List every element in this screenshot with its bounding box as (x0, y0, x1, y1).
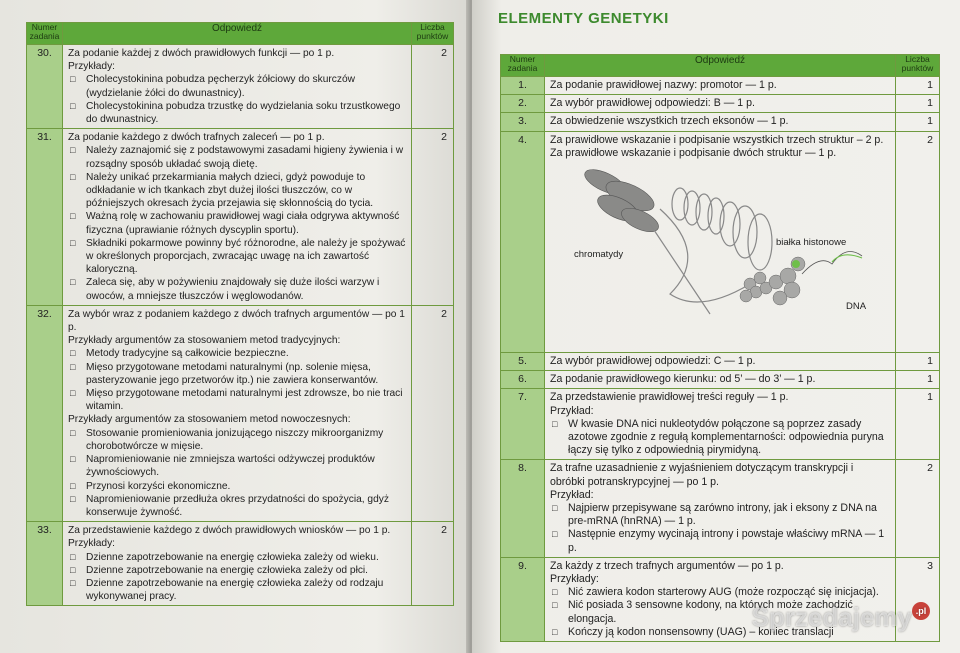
answer-cell (545, 131, 896, 352)
answer-cell (63, 305, 412, 521)
table-row (27, 305, 454, 521)
header-answer: Odpowiedź (545, 55, 896, 77)
points-cell: 2 (412, 129, 454, 306)
table-row (501, 460, 940, 557)
table-row (501, 131, 940, 352)
answer-bullet: □ Należy zaznajomić się z podstawowymi zasadami higieny żywienia i w rozsądny sposób układać swoją dietę. (68, 144, 406, 170)
answer-line: Przykłady: (68, 538, 115, 550)
points-cell: 1 (896, 95, 940, 113)
label-histones: białka histonowe (776, 237, 847, 249)
header-number: Numer zadania (501, 55, 545, 77)
left-answer-table (26, 22, 454, 606)
answer-cell (63, 45, 412, 129)
answer-bullet: □ Składniki pokarmowe powinny być różnorodne, ale należy je spożywać w określonych proporcjach, zwracając uwagę na ich zawartość kaloryczną. (68, 237, 406, 277)
table-header (27, 23, 454, 45)
answer-line: Przykład: (550, 488, 594, 501)
answer-bullet: □ Dzienne zapotrzebowanie na energię człowieka zależy od rodzaju wykonywanej pracy. (68, 577, 406, 603)
answer-line: Za podanie prawidłowego kierunku: od 5’ — do 3’ — 1 p. (550, 373, 816, 386)
table-row (501, 95, 940, 113)
answer-line: Przykład: (550, 404, 594, 417)
header-number: Numer zadania (27, 23, 63, 45)
answer-line: Za przedstawienie każdego z dwóch prawidłowych wniosków — po 1 p. (68, 525, 391, 537)
task-number: 9. (501, 557, 545, 641)
watermark-badge: .pl (912, 602, 930, 620)
answer-line: Przykłady: (550, 573, 599, 586)
answer-line: Za każdy z trzech trafnych argumentów — po 1 p. (550, 559, 784, 572)
task-number: 4. (501, 131, 545, 352)
points-cell: 3 (896, 557, 940, 641)
task-number: 6. (501, 371, 545, 389)
answer-bullet: □ Dzienne zapotrzebowanie na energię człowieka zależy od wieku. (68, 551, 406, 564)
answer-cell (545, 95, 896, 113)
answer-bullet: □ W kwasie DNA nici nukleotydów połączone są poprzez zasady azotowe zgodnie z regułą komplementarności: odpowiednia puryna łączy się tylko z odpowiednią pirymidyną. (550, 418, 890, 458)
answer-bullet: □ Przynosi korzyści ekonomiczne. (68, 480, 406, 493)
answer-bullet: □ Napromieniowanie przedłuża okres przydatności do spożycia, gdyż konserwuje żywność. (68, 493, 406, 519)
table-row (27, 522, 454, 606)
answer-bullet: □ Nić posiada 3 sensowne kodony, na których może zachodzić elongacja. (550, 599, 890, 625)
answer-line: Za obwiedzenie wszystkich trzech eksonów — 1 p. (550, 115, 789, 128)
answer-bullet: □ Nić zawiera kodon starterowy AUG (może rozpocząć się inicjacja). (550, 586, 890, 599)
points-cell: 1 (896, 389, 940, 460)
header-answer: Odpowiedź (63, 23, 412, 45)
answer-bullet: □ Cholecystokinina pobudza pęcherzyk żółciowy do skurczów (wydzielanie żółci do dwunastnicy). (68, 73, 406, 99)
task-number: 32. (27, 305, 63, 521)
answer-cell (545, 113, 896, 131)
points-cell: 2 (412, 522, 454, 606)
label-chromatids: chromatydy (574, 249, 624, 261)
answer-line: Przykłady: (68, 61, 115, 73)
table-row (501, 371, 940, 389)
answer-line: Za trafne uzasadnienie z wyjaśnieniem dotyczącym transkrypcji i obróbki potranskrypcyjnej — po 1 p. (550, 462, 854, 488)
answer-line: Za podanie prawidłowej nazwy: promotor — 1 p. (550, 79, 777, 91)
answer-cell (545, 460, 896, 557)
answer-cell (545, 389, 896, 460)
answer-bullet: □ Dzienne zapotrzebowanie na energię człowieka zależy od płci. (68, 564, 406, 577)
answer-bullet: □ Napromieniowanie nie zmniejsza wartości odżywczej produktów żywnościowych. (68, 453, 406, 479)
points-cell: 1 (896, 371, 940, 389)
answer-line: Za wybór prawidłowej odpowiedzi: C — 1 p. (550, 355, 756, 368)
table-row (501, 353, 940, 371)
right-table-body (501, 77, 940, 642)
points-cell: 1 (896, 353, 940, 371)
task-number: 5. (501, 353, 545, 371)
task-number: 1. (501, 77, 545, 95)
task-number: 7. (501, 389, 545, 460)
answer-line: Za przedstawienie prawidłowej treści reguły — 1 p. (550, 391, 789, 404)
section-title: ELEMENTY GENETYKI (498, 10, 669, 27)
answer-line: Za prawidłowe wskazanie i podpisanie wszystkich trzech struktur – 2 p. (550, 133, 884, 146)
answer-line: Przykłady argumentów za stosowaniem metod tradycyjnych: (68, 335, 341, 347)
answer-bullet: □ Metody tradycyjne są całkowicie bezpieczne. (68, 347, 406, 360)
label-dna: DNA (846, 301, 867, 313)
header-points: Liczba punktów (896, 55, 940, 77)
answer-bullet: □ Następnie enzymy wycinają introny i powstaje właściwy mRNA — 1 p. (550, 528, 890, 554)
table-row (27, 129, 454, 306)
answer-cell (63, 129, 412, 306)
points-cell: 2 (412, 45, 454, 129)
task-number: 33. (27, 522, 63, 606)
answer-bullet: □ Stosowanie promieniowania jonizującego niszczy mikroorganizmy chorobotwórcze w mięsie. (68, 427, 406, 453)
left-table-body (27, 45, 454, 606)
watermark (752, 602, 930, 633)
chromosome-diagram (550, 160, 890, 350)
header-points: Liczba punktów (412, 23, 454, 45)
answer-bullet: □ Kończy ją kodon nonsensowny (UAG) – koniec translacji (550, 626, 890, 639)
answer-bullet: □ Zaleca się, aby w pożywieniu znajdowały się duże ilości warzyw i owoców, a mniejsze tłuszczów i węglowodanów. (68, 276, 406, 302)
answer-line: Przykłady argumentów za stosowaniem metod nowoczesnych: (68, 414, 351, 426)
table-row (501, 113, 940, 131)
answer-line: Za wybór wraz z podaniem każdego z dwóch trafnych argumentów — po 1 p. (68, 308, 405, 334)
right-answer-table (500, 54, 940, 642)
table-row (501, 77, 940, 95)
table-row (27, 45, 454, 129)
answer-bullet: □ Cholecystokinina pobudza trzustkę do wydzielania soku trzustkowego do dwunastnicy. (68, 100, 406, 126)
answer-line: Za wybór prawidłowej odpowiedzi: B — 1 p. (550, 97, 755, 110)
answer-lines (550, 134, 890, 160)
answer-bullet: □ Mięso przygotowane metodami naturalnymi jest zdrowsze, bo nie traci witamin. (68, 387, 406, 413)
table-header (501, 55, 940, 77)
task-number: 31. (27, 129, 63, 306)
answer-bullet: □ Należy unikać przekarmiania małych dzieci, gdyż powoduje to odkładanie w ich tkankach zbyt dużej ilości tłuszczów, co w późniejszych okresach życia przejawia się skłonnością do tycia. (68, 171, 406, 211)
answer-cell (545, 371, 896, 389)
answer-bullet: □ Ważną rolę w zachowaniu prawidłowej wagi ciała odgrywa aktywność fizyczna (uprawianie różnych dyscyplin sportu). (68, 210, 406, 236)
points-cell: 1 (896, 77, 940, 95)
answer-line: Za podanie każdej z dwóch prawidłowych funkcji — po 1 p. (68, 48, 335, 59)
points-cell: 2 (412, 305, 454, 521)
answer-cell (545, 77, 896, 95)
answer-cell (63, 522, 412, 606)
points-cell: 2 (896, 460, 940, 557)
task-number: 30. (27, 45, 63, 129)
answer-bullet: □ Najpierw przepisywane są zarówno introny, jak i eksony z DNA na pre-mRNA (hnRNA) — 1 p. (550, 502, 890, 528)
table-row (501, 389, 940, 460)
answer-cell (545, 353, 896, 371)
task-number: 8. (501, 460, 545, 557)
task-number: 2. (501, 95, 545, 113)
left-page (0, 0, 470, 653)
answer-line: Za podanie każdego z dwóch trafnych zaleceń — po 1 p. (68, 132, 325, 144)
task-number: 3. (501, 113, 545, 131)
answer-line: Za prawidłowe wskazanie i podpisanie dwóch struktur — 1 p. (550, 146, 837, 159)
points-cell: 2 (896, 131, 940, 352)
answer-bullet: □ Mięso przygotowane metodami naturalnymi (np. solenie mięsa, pasteryzowanie jego przetworów itp.) nie zawiera konserwantów. (68, 361, 406, 387)
watermark-text: Sprzedajemy (751, 602, 912, 632)
points-cell: 1 (896, 113, 940, 131)
